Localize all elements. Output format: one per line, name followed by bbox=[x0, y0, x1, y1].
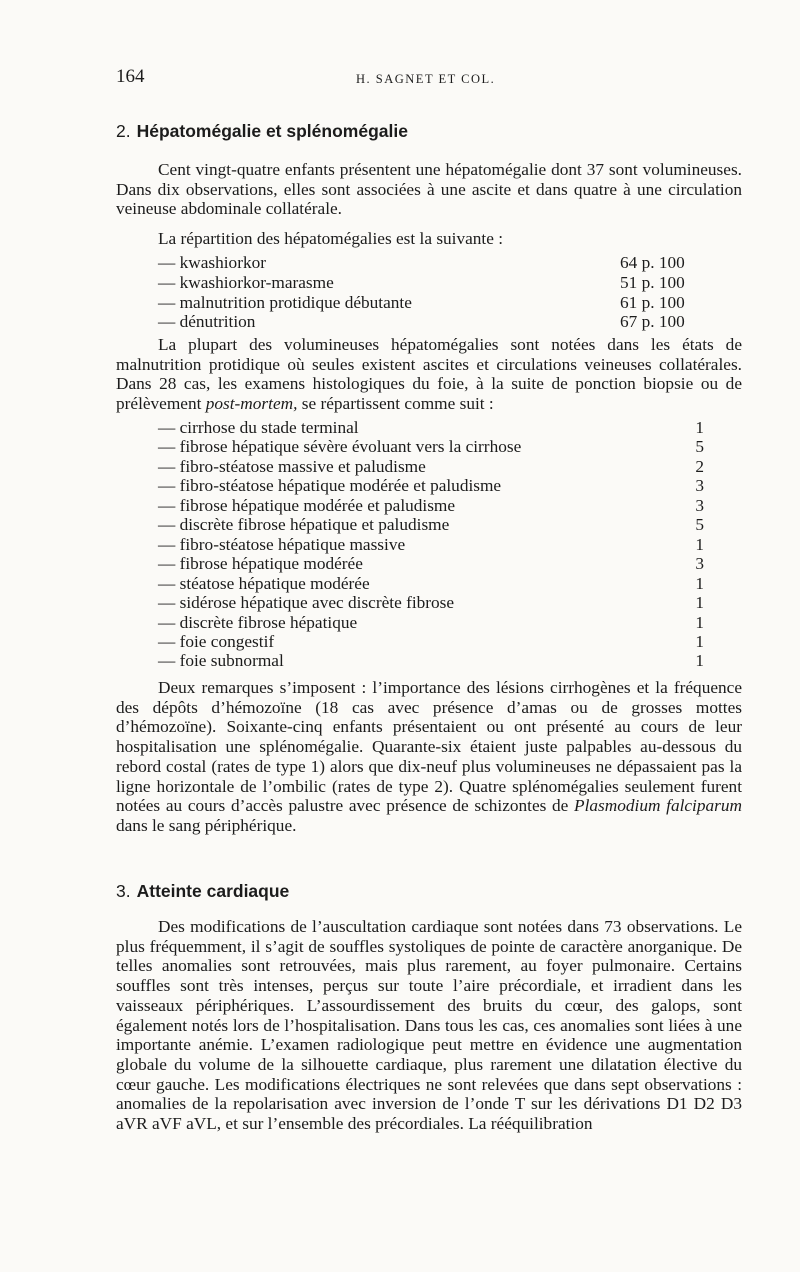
list-item-value: 2 bbox=[695, 456, 704, 476]
list-item-label: — fibrose hépatique modérée et paludisme bbox=[158, 495, 456, 515]
list-item bbox=[158, 632, 742, 652]
list-item bbox=[158, 651, 742, 671]
list-item-label: — fibro-stéatose hépatique modérée et paludisme bbox=[158, 476, 502, 496]
list-item-value: 1 bbox=[695, 612, 704, 632]
list-item-label: — sidérose hépatique avec discrète fibrose bbox=[158, 593, 455, 613]
running-title: H. SAGNET ET COL. bbox=[356, 72, 496, 86]
list-item bbox=[158, 293, 742, 313]
list-item-label: — cirrhose du stade terminal bbox=[158, 418, 359, 437]
list-item-label: — foie congestif bbox=[158, 631, 275, 651]
list-item-label: — kwashiorkor-marasme bbox=[158, 272, 334, 292]
list-item-label: — discrète fibrose hépatique bbox=[158, 612, 358, 632]
section-2-title: Hépatomégalie et splénomégalie bbox=[136, 121, 408, 141]
list-item-value: 61 p. 100 bbox=[620, 292, 685, 312]
list-item-value: 1 bbox=[695, 631, 704, 651]
list-item bbox=[158, 418, 742, 438]
list-item-value: 3 bbox=[695, 554, 704, 574]
list-item-value: 5 bbox=[695, 437, 704, 457]
list-item-value: 3 bbox=[695, 495, 704, 515]
list-item-label: — fibro-stéatose hépatique massive bbox=[158, 534, 406, 554]
section-3-paragraph-1: Des modifications de l’auscultation cardiaque sont notées dans 73 observations. Le plus fréquemment, il s’agit de souffles systoliques de pointe de caractère anorganique. De telles anomalies sont retrouvées, mais plus rarement, au foyer pulmonaire. Certains souffles sont très intenses, perçus sur toute l’aire précordiale, et irradient dans les vaisseaux périphériques. L’assourdissement des bruits du cœur, des galops, sont également notés lors de l’hospitalisation. Dans tous les cas, ces anomalies sont liées à une importante anémie. L’examen radiologique peut mettre en évidence une augmentation globale du volume de la silhouette cardiaque, plus rarement une dilatation élective du cœur gauche. Les modifications électriques ne sont relevées que dans sept observations : anomalies de la repolarisation avec inversion de l’onde T sur les dérivations D1 D2 D3 aVR aVF aVL, et sur l’ensemble des précordiales. La rééquilibration bbox=[116, 917, 742, 1134]
list-item-label: — foie subnormal bbox=[158, 651, 284, 671]
list-item-label: — dénutrition bbox=[158, 312, 256, 332]
list-item-value: 1 bbox=[695, 593, 704, 613]
list-item bbox=[158, 535, 742, 555]
section-2-paragraph-3: La plupart des volumineuses hépatomégalies sont notées dans les états de malnutrition protidique où seules existent ascites et circulations veineuses collatérales. Dans 28 cas, les examens histologiques du foie, à la suite de ponction biopsie ou de prélèvement post-mortem, se répartissent comme suit : bbox=[116, 335, 742, 414]
list-item-value: 1 bbox=[695, 573, 704, 593]
list-item-label: — fibrose hépatique modérée bbox=[158, 554, 363, 574]
list-item-value: 67 p. 100 bbox=[620, 312, 685, 332]
list-item bbox=[158, 476, 742, 496]
list-item bbox=[158, 496, 742, 516]
list-item bbox=[158, 613, 742, 633]
list-item-label: — kwashiorkor bbox=[158, 253, 266, 272]
section-2-number: 2. bbox=[116, 121, 131, 141]
list-item bbox=[158, 593, 742, 613]
list-item bbox=[158, 515, 742, 535]
list-item-label: — malnutrition protidique débutante bbox=[158, 292, 412, 312]
list-item-label: — fibrose hépatique sévère évoluant vers la cirrhose bbox=[158, 437, 522, 457]
list-item bbox=[158, 253, 742, 273]
list-item bbox=[158, 312, 742, 332]
list-item-label: — fibro-stéatose massive et paludisme bbox=[158, 456, 426, 476]
list-item-value: 64 p. 100 bbox=[620, 253, 685, 272]
section-2-heading bbox=[116, 121, 408, 142]
section-2-paragraph-4: Deux remarques s’imposent : l’importance des lésions cirrhogènes et la fréquence des dépôts d’hémozoïne (18 cas avec présence d’amas ou de grosses mottes d’hémozoïne). Soixante-cinq enfants présentaient ou ont présenté au cours de leur hospitalisation une splénomégalie. Quarante-six étaient juste palpables au-dessous du rebord costal (rates de type 1) alors que dix-neuf plus volumineuses ne dépassaient pas la ligne horizontale de l’ombilic (rates de type 2). Quatre splénomégalies seulement furent notées au cours d’accès palustre avec présence de schizontes de Plasmodium falciparum dans le sang périphérique. bbox=[116, 678, 742, 835]
list-item-value: 1 bbox=[695, 651, 704, 671]
list-item-label: — stéatose hépatique modérée bbox=[158, 573, 370, 593]
section-3-number: 3. bbox=[116, 881, 131, 901]
list-item-value: 3 bbox=[695, 476, 704, 496]
list-item bbox=[158, 457, 742, 477]
list-item-value: 51 p. 100 bbox=[620, 272, 685, 292]
page-number: 164 bbox=[116, 66, 145, 87]
list-item bbox=[158, 574, 742, 594]
list-item-label: — discrète fibrose hépatique et paludisme bbox=[158, 515, 450, 535]
section-3-heading bbox=[116, 881, 289, 902]
list-item-value: 1 bbox=[695, 418, 704, 437]
section-2-paragraph-2: La répartition des hépatomégalies est la suivante : bbox=[158, 229, 504, 248]
list-item-value: 1 bbox=[695, 534, 704, 554]
section-3-title: Atteinte cardiaque bbox=[136, 881, 290, 901]
list-item bbox=[158, 273, 742, 293]
list-item bbox=[158, 437, 742, 457]
section-2-paragraph-1: Cent vingt-quatre enfants présentent une hépatomégalie dont 37 sont volumineuses. Dans dix observations, elles sont associées à une ascite et dans quatre à une circulation veineuse abdominale collatérale. bbox=[116, 160, 742, 219]
list-item bbox=[158, 554, 742, 574]
list-item-value: 5 bbox=[695, 515, 704, 535]
